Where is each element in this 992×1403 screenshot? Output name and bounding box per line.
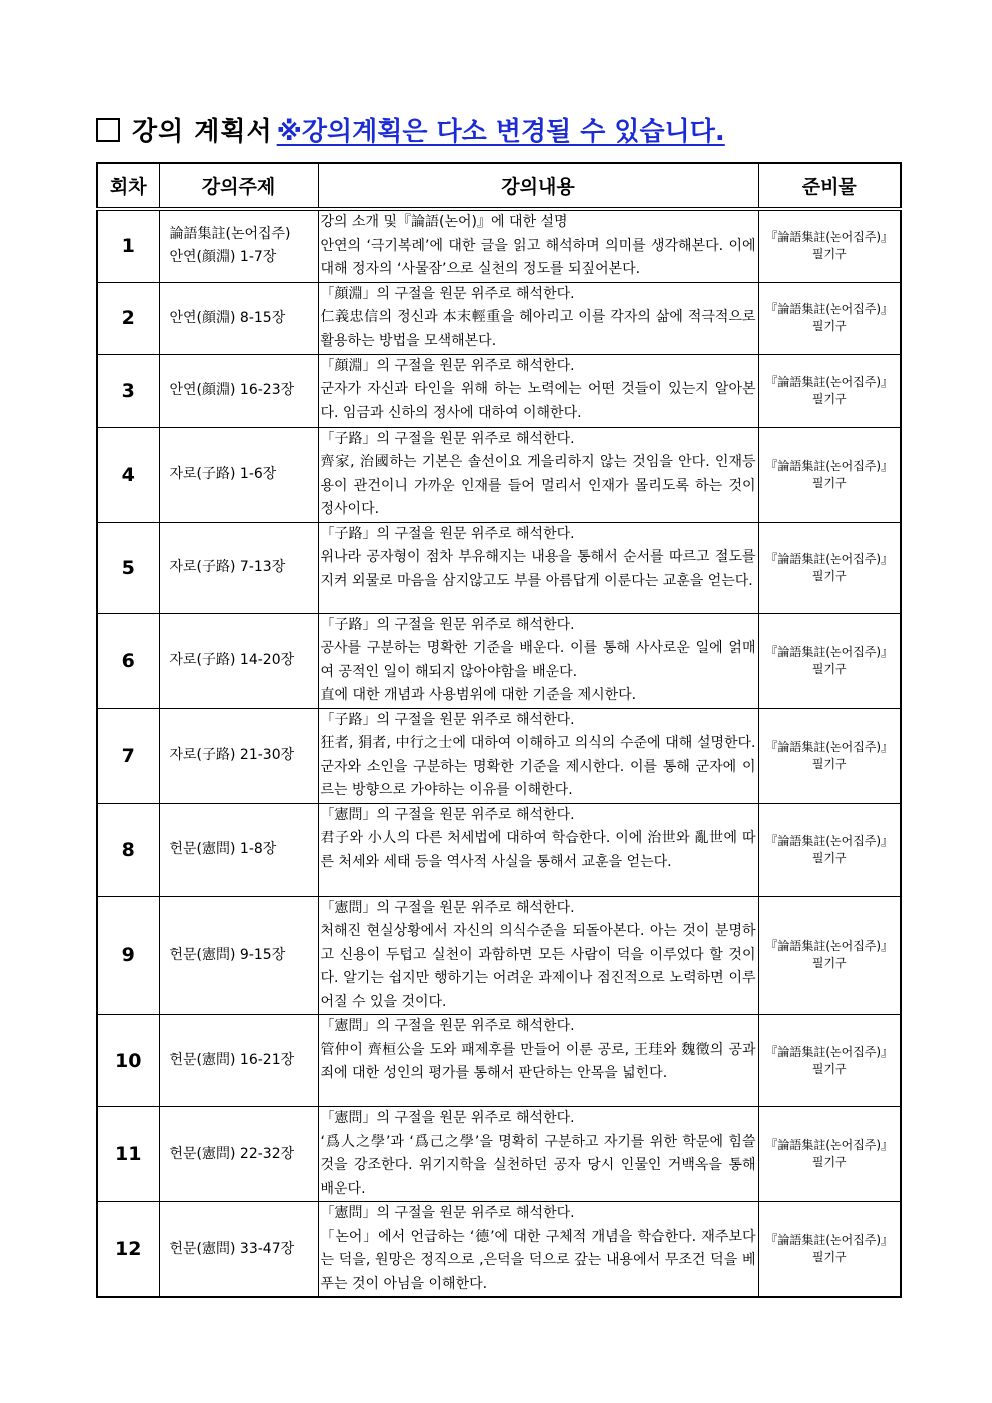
lecture-content [318,209,758,282]
materials-line: 필기구 [811,1155,847,1169]
materials [758,354,901,427]
page-title [96,112,725,152]
checkbox-square-icon [96,118,120,142]
materials-line: 필기구 [811,319,847,333]
materials-line: 『論語集註(논어집주)』 [765,302,894,316]
content-paragraph: 「顔淵」의 구절을 원문 위주로 해석한다. [320,285,575,302]
table-row [97,613,901,708]
topic-line: 안연(顔淵) 16-23장 [169,382,295,398]
lecture-content [318,803,758,896]
materials [758,427,901,522]
content-paragraph: 위나라 공자형이 점차 부유해지는 내용을 통해서 순서를 따르고 절도를 지켜 외물로 마음을 삼지않고도 부를 아름답게 이룬다는 교훈을 얻는다. [320,549,756,589]
materials-line: 『論語集註(논어집주)』 [765,551,894,566]
materials-line: 필기구 [811,1250,847,1264]
session-number: 8 [97,803,159,896]
content-paragraph: 「子路」의 구절을 원문 위주로 해석한다. [320,711,575,728]
lecture-topic [159,613,318,708]
content-paragraph: 直에 대한 개념과 사용범위에 대한 기준을 제시한다. [320,687,637,703]
header-session: 회차 [97,163,159,209]
lecture-content [318,1107,758,1202]
topic-line: 자로(子路) 14-20장 [169,652,295,668]
content-paragraph: 「顔淵」의 구절을 원문 위주로 해석한다. [320,357,575,374]
table-row [97,354,901,427]
lecture-topic [159,427,318,522]
title-note: ※강의계획은 다소 변경될 수 있습니다. [276,117,725,147]
lecture-topic [159,803,318,896]
lecture-content [318,427,758,522]
materials-line: 필기구 [811,247,847,262]
topic-line: 안연(顔淵) 8-15장 [169,309,286,326]
content-paragraph: 「憲問」의 구절을 원문 위주로 해석한다. [320,1205,575,1221]
header-topic: 강의주제 [159,163,318,209]
content-paragraph: 「子路」의 구절을 원문 위주로 해석한다. [320,430,575,447]
content-paragraph: 강의 소개 및『論語(논어)』에 대한 설명 [320,214,568,230]
session-number: 10 [97,1015,159,1107]
session-number: 12 [97,1202,159,1298]
lecture-content [318,613,758,708]
table-row [97,803,901,896]
topic-line: 자로(子路) 1-6장 [169,466,277,482]
materials [758,1202,901,1298]
materials-line: 필기구 [811,850,847,865]
content-paragraph: 「논어」에서 언급하는 ‘德’에 대한 구체적 개념을 학습한다. 재주보다는 덕을, 원망은 정직으로 ,은덕을 덕으로 갚는 내용에서 무조건 덕을 베푸는 것이 아님을 이해한다. [320,1228,756,1292]
materials [758,708,901,803]
table-row [97,209,901,282]
table-row [97,896,901,1015]
materials-line: 『論語集註(논어집주)』 [765,939,894,954]
content-paragraph: 군자가 자신과 타인을 위해 하는 노력에는 어떤 것들이 있는지 알아본다. 임금과 신하의 정사에 대하여 이해한다. [320,381,756,421]
materials-line: 필기구 [811,568,847,583]
lecture-content [318,896,758,1015]
materials-line: 필기구 [811,956,847,971]
materials-line: 필기구 [811,391,847,406]
table-header-row [97,163,901,209]
topic-line: 안연(顔淵) 1-7장 [169,249,277,266]
session-number: 3 [97,354,159,427]
topic-line: 헌문(憲問) 9-15장 [169,946,286,963]
lecture-topic [159,354,318,427]
lecture-topic [159,1202,318,1298]
table-row [97,1015,901,1107]
session-number: 7 [97,708,159,803]
content-paragraph: 「憲問」의 구절을 원문 위주로 해석한다. [320,806,575,823]
lecture-topic [159,1015,318,1107]
materials-line: 『論語集註(논어집주)』 [765,230,894,245]
content-paragraph: 「子路」의 구절을 원문 위주로 해석한다. [320,616,575,633]
materials-line: 필기구 [811,475,847,490]
lecture-content [318,522,758,613]
table-row [97,427,901,522]
lecture-topic [159,209,318,282]
topic-line: 論語集註(논어집주) [169,226,291,243]
session-number: 4 [97,427,159,522]
table-row [97,1202,901,1298]
content-paragraph: 공사를 구분하는 명확한 기준을 배운다. 이를 통해 사사로운 일에 얽매여 공적인 일이 해되지 않아야함을 배운다. [320,640,756,680]
materials-line: 필기구 [811,756,847,771]
lecture-content [318,354,758,427]
title-main: 강의 계획서 [132,117,273,147]
lecture-content [318,282,758,354]
content-paragraph: ‘爲人之學’과 ‘爲己之學’을 명확히 구분하고 자기를 위한 학문에 힘쓸 것을 강조한다. 위기지학을 실천하던 공자 당시 인물인 거백옥을 통해 배운다. [320,1133,756,1197]
lecture-plan-table [96,162,902,1298]
materials-line: 『論語集註(논어집주)』 [765,833,894,848]
session-number: 11 [97,1107,159,1202]
topic-line: 헌문(憲問) 33-47장 [169,1240,295,1257]
content-paragraph: 「憲問」의 구절을 원문 위주로 해석한다. [320,899,575,916]
content-paragraph: 「憲問」의 구절을 원문 위주로 해석한다. [320,1018,575,1034]
table-row [97,1107,901,1202]
lecture-topic [159,522,318,613]
table-row [97,282,901,354]
topic-line: 헌문(憲問) 1-8장 [169,841,277,857]
lecture-topic [159,282,318,354]
lecture-content [318,1015,758,1107]
materials [758,896,901,1015]
materials [758,282,901,354]
table-row [97,708,901,803]
content-paragraph: 안연의 ‘극기복례’에 대한 글을 읽고 해석하며 의미를 생각해본다. 이에 대해 정자의 ‘사물잠’으로 실천의 정도를 되짚어본다. [320,237,756,277]
materials-line: 『論語集註(논어집주)』 [765,458,894,473]
topic-line: 헌문(憲問) 22-32장 [169,1145,295,1162]
session-number: 9 [97,896,159,1015]
materials-line: 『論語集註(논어집주)』 [765,644,894,659]
table-row [97,522,901,613]
header-content: 강의내용 [318,163,758,209]
topic-line: 헌문(憲問) 16-21장 [169,1052,295,1068]
materials [758,1107,901,1202]
topic-line: 자로(子路) 7-13장 [169,559,286,575]
materials-line: 『論語集註(논어집주)』 [765,374,894,389]
lecture-content [318,708,758,803]
session-number: 2 [97,282,159,354]
materials-line: 필기구 [811,1061,847,1076]
content-paragraph: 狂者, 狷者, 中行之士에 대하여 이해하고 의식의 수준에 대해 설명한다. 군자와 소인을 구분하는 명확한 기준을 제시한다. 이를 통해 군자에 이르는 방향으로 가야하는 이유를 이해한다. [320,735,756,798]
session-number: 1 [97,209,159,282]
materials [758,522,901,613]
content-paragraph: 管仲이 齊桓公을 도와 패제후를 만들어 이룬 공로, 王珪와 魏徵의 공과 죄에 대한 성인의 평가를 통해서 판단하는 안목을 넓힌다. [320,1041,756,1081]
materials-line: 『論語集註(논어집주)』 [765,1233,894,1247]
session-number: 5 [97,522,159,613]
materials [758,613,901,708]
materials-line: 『論語集註(논어집주)』 [765,739,894,754]
materials-line: 필기구 [811,661,847,676]
content-paragraph: 「憲問」의 구절을 원문 위주로 해석한다. [320,1110,575,1126]
content-paragraph: 仁義忠信의 정신과 本末輕重을 헤아리고 이를 각자의 삶에 적극적으로 활용하는 방법을 모색해본다. [320,309,756,349]
content-paragraph: 齊家, 治國하는 기본은 솔선이요 게을리하지 않는 것임을 안다. 인재등용이 관건이니 가까운 인재를 들어 멀리서 인재가 몰리도록 하는 것이 정사이다. [320,454,756,517]
lecture-content [318,1202,758,1298]
lecture-topic [159,708,318,803]
materials [758,1015,901,1107]
content-paragraph: 「子路」의 구절을 원문 위주로 해석한다. [320,525,575,542]
materials [758,803,901,896]
session-number: 6 [97,613,159,708]
materials [758,209,901,282]
topic-line: 자로(子路) 21-30장 [169,747,295,763]
materials-line: 『論語集註(논어집주)』 [765,1138,894,1152]
content-paragraph: 처해진 현실상황에서 자신의 의식수준을 되돌아본다. 아는 것이 분명하고 신용이 두텁고 실천이 과함하면 모든 사람이 덕을 이루었다 할 것이다. 알기는 쉽지만 행하기는 어려운 과제이나 점진적으로 노력하면 이루어질 수 있을 것이다. [320,923,756,1010]
header-materials: 준비물 [758,163,901,209]
lecture-topic [159,896,318,1015]
content-paragraph: 君子와 小人의 다른 처세법에 대하여 학습한다. 이에 治世와 亂世에 따른 처세와 세태 등을 역사적 사실을 통해서 교훈을 얻는다. [320,830,756,870]
materials-line: 『論語集註(논어집주)』 [765,1044,894,1059]
lecture-topic [159,1107,318,1202]
